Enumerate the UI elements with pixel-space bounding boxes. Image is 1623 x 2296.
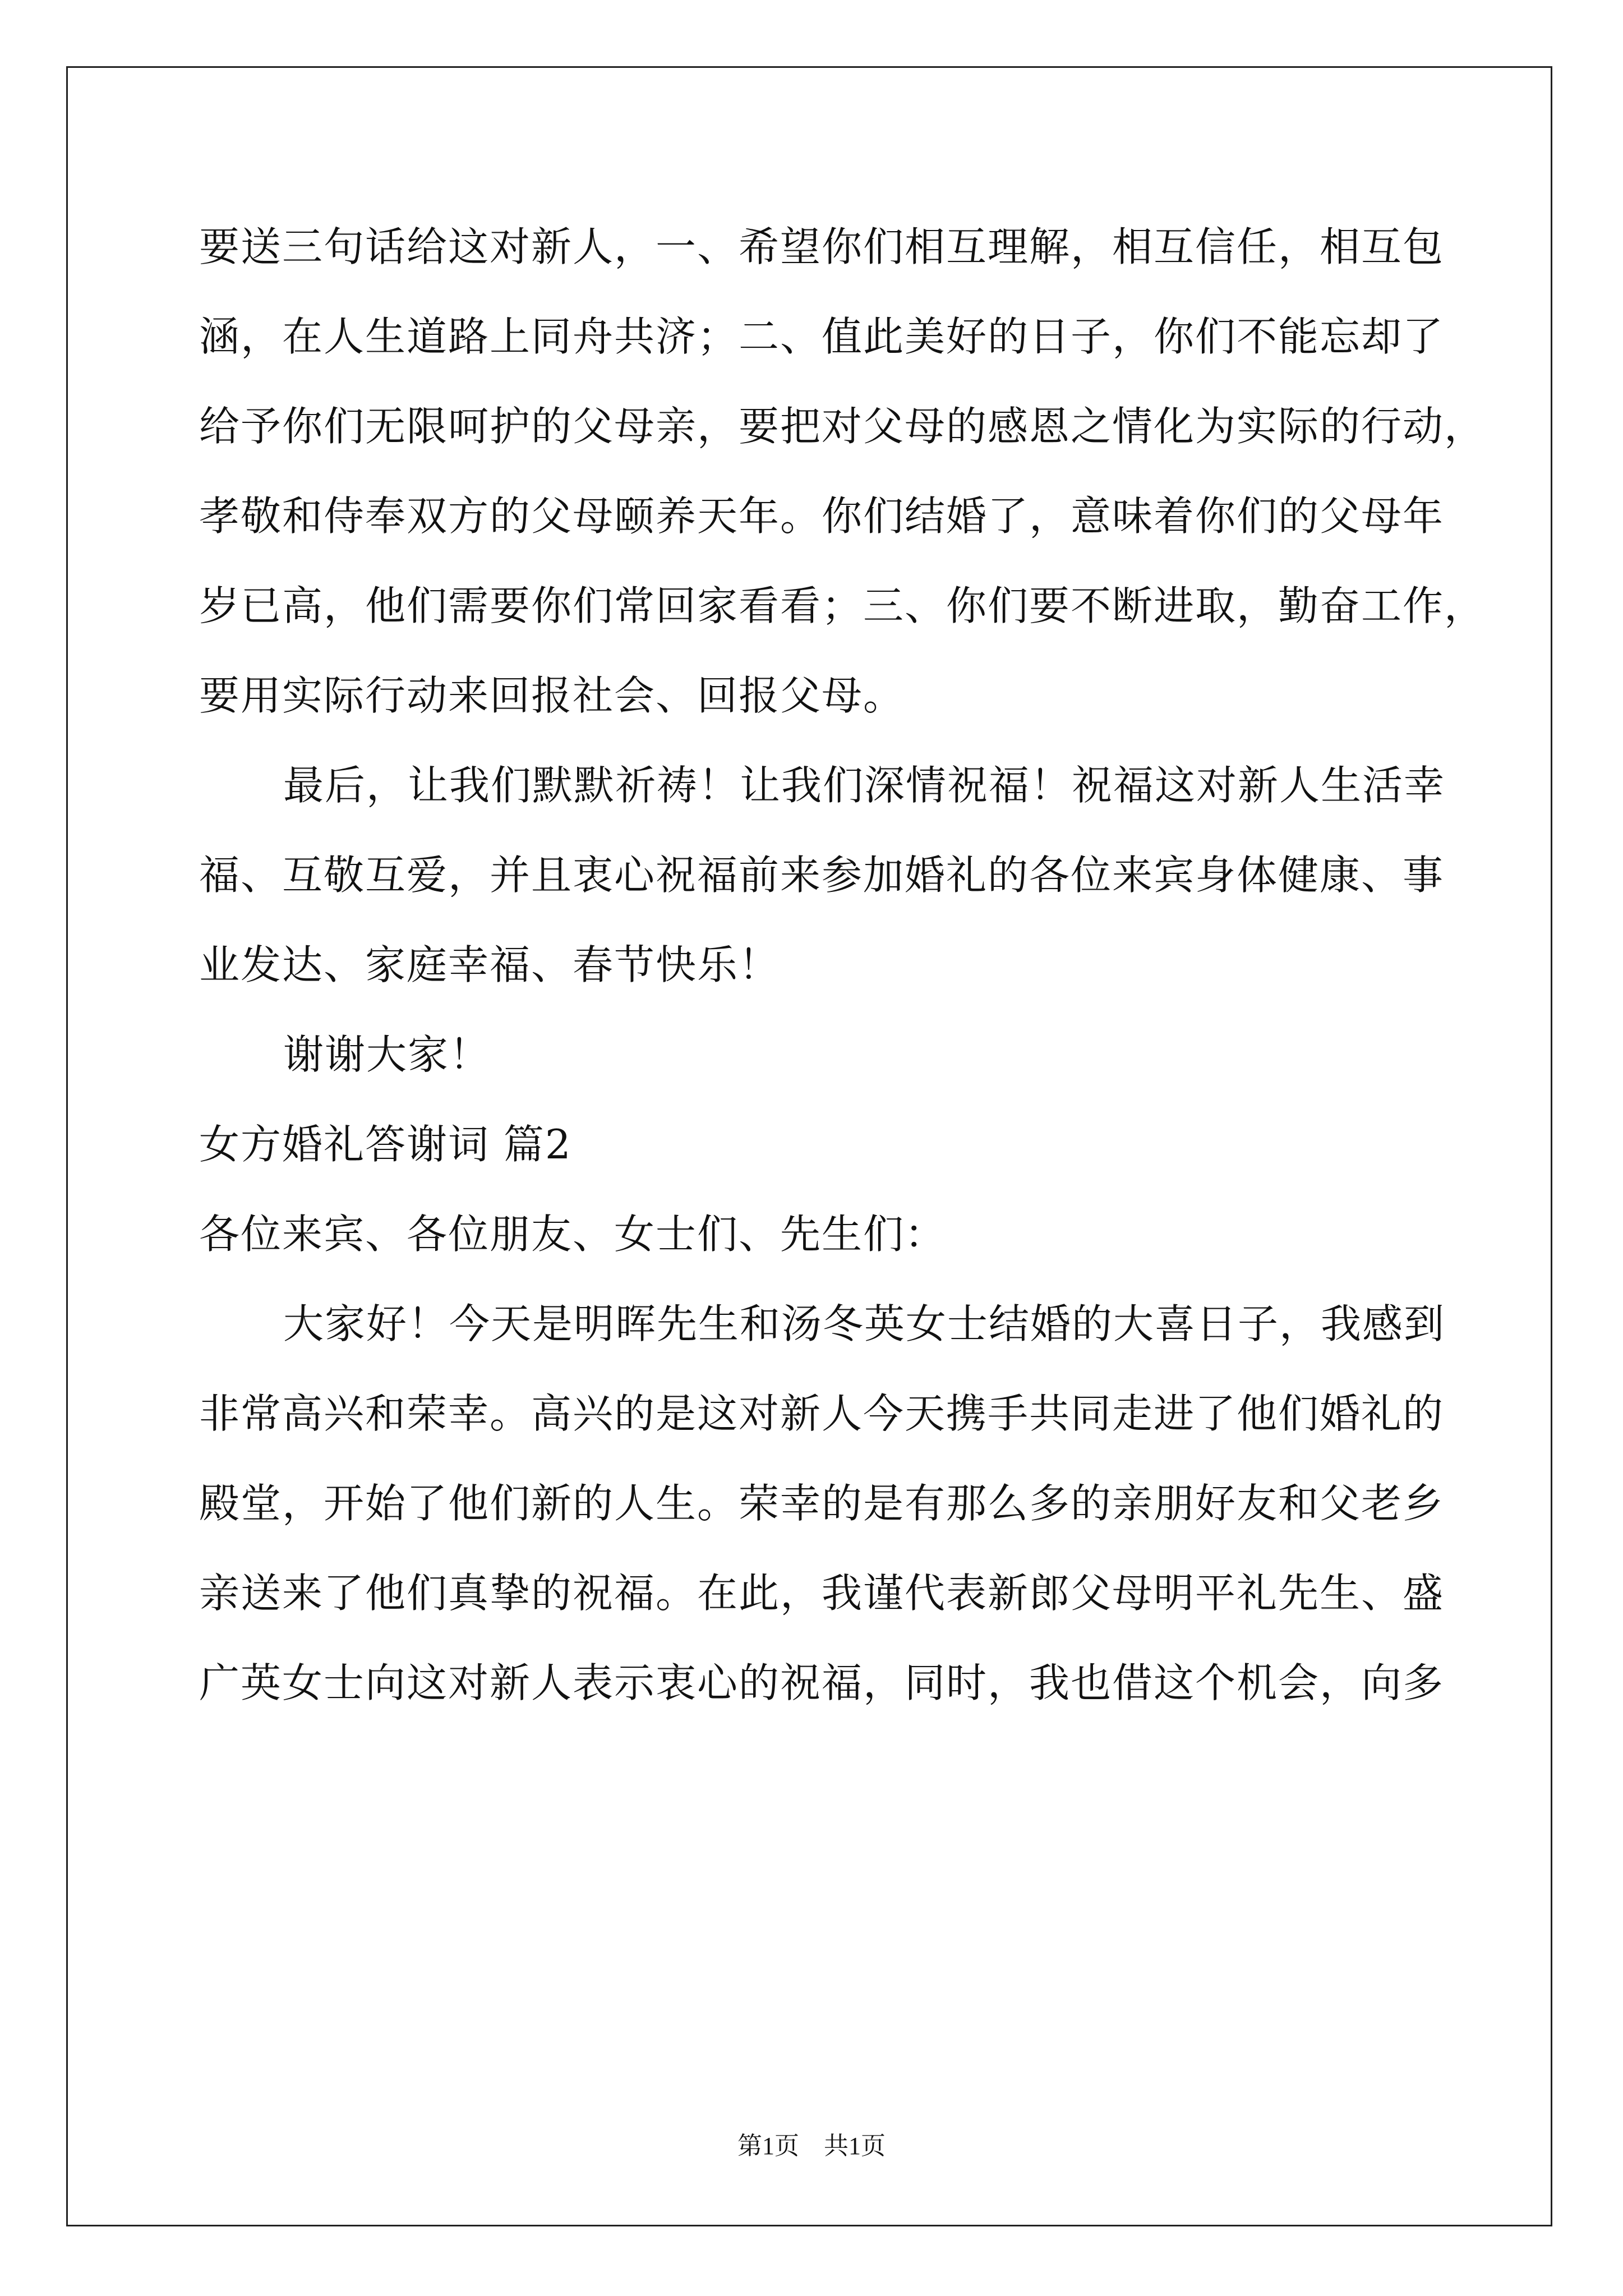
paragraph-line: 给予你们无限呵护的父母亲，要把对父母的感恩之情化为实际的行动， (199, 403, 1486, 450)
paragraph-line: 孝敬和侍奉双方的父母颐养天年。你们结婚了，意味着你们的父母年 (199, 493, 1445, 540)
paragraph-line: 最后，让我们默默祈祷！让我们深情祝福！祝福这对新人生活幸 (283, 762, 1446, 809)
paragraph-line: 非常高兴和荣幸。高兴的是这对新人今天携手共同走进了他们婚礼的 (199, 1390, 1445, 1437)
paragraph-line: 殿堂，开始了他们新的人生。荣幸的是有那么多的亲朋好友和父老乡 (199, 1480, 1445, 1527)
paragraph-line: 要用实际行动来回报社会、回报父母。 (199, 672, 905, 719)
paragraph-line: 大家好！今天是明晖先生和汤冬英女士结婚的大喜日子，我感到 (283, 1300, 1446, 1347)
paragraph-line: 岁已高，他们需要你们常回家看看；三、你们要不断进取，勤奋工作， (199, 582, 1486, 629)
paragraph-line: 涵，在人生道路上同舟共济；二、值此美好的日子，你们不能忘却了 (199, 313, 1445, 360)
salutation-line: 各位来宾、各位朋友、女士们、先生们： (199, 1211, 947, 1258)
paragraph-line: 业发达、家庭幸福、春节快乐！ (199, 941, 781, 988)
paragraph-line: 福、互敬互爱，并且衷心祝福前来参加婚礼的各位来宾身体健康、事 (199, 852, 1445, 899)
page-footer: 第1页 共1页 (737, 2132, 886, 2160)
paragraph-line: 亲送来了他们真挚的祝福。在此，我谨代表新郎父母明平礼先生、盛 (199, 1570, 1445, 1617)
paragraph-line: 谢谢大家！ (283, 1031, 491, 1078)
paragraph-line: 广英女士向这对新人表示衷心的祝福，同时，我也借这个机会，向多 (199, 1659, 1445, 1706)
section-heading: 女方婚礼答谢词 篇2 (199, 1121, 572, 1168)
paragraph-line: 要送三句话给这对新人，一、希望你们相互理解，相互信任，相互包 (199, 223, 1445, 270)
